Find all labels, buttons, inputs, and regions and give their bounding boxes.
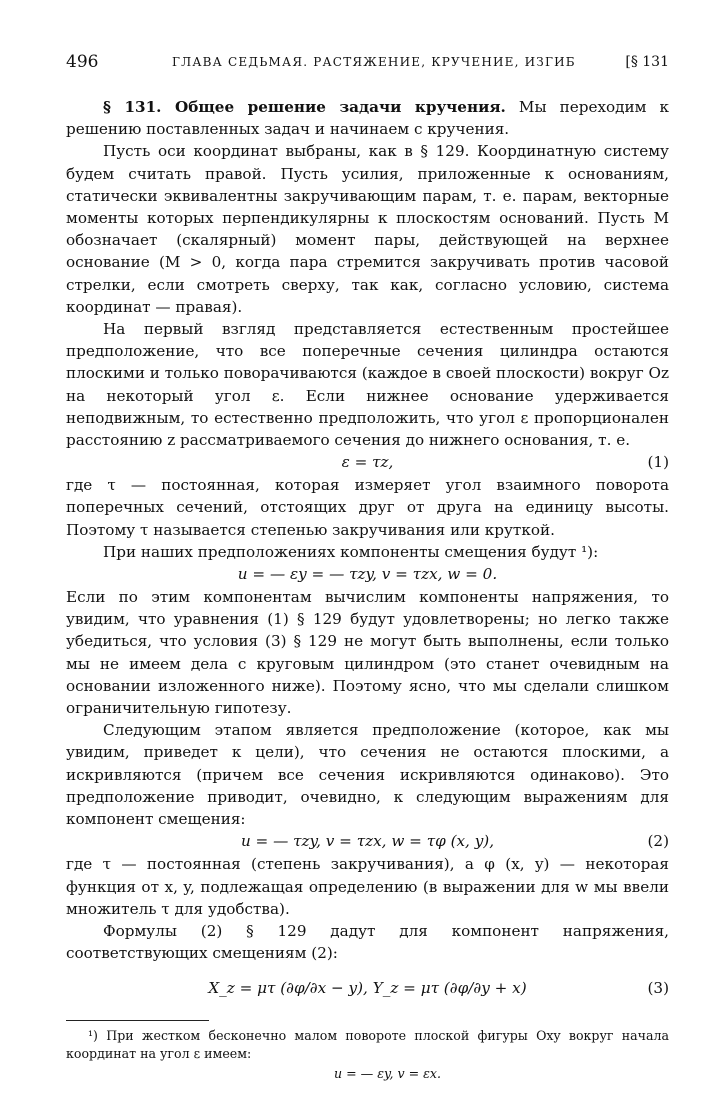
equation-number-3: (3) — [647, 979, 669, 998]
paragraph-5: При наших предположениях компоненты смещения будут ¹): — [103, 542, 599, 561]
footnote-text: ¹) При жестком бесконечно малом повороте плоской фигуры Oxy вокруг начала координат на угол ε имеем: — [66, 1028, 669, 1062]
section-heading: § 131. Общее решение задачи кручения. — [103, 98, 506, 116]
equation-1: ε = τz, (1) — [66, 451, 669, 474]
paragraph-7: Следующим этапом является предположение (которое, как мы увидим, приведет к цели), что сечения не остаются плоскими, а искривляются (причем все сечения искривляются одинаково). Это предположение приводит, очевидно, к следующим выражениям для компонент смещения: — [66, 721, 669, 829]
footnote — [66, 1027, 669, 1083]
paragraph-3: На первый взгляд представляется естественным простейшее предположение, что все поперечные сечения цилиндра остаются плоскими и только поворачиваются (каждое в своей плоскости) вокруг Oz на некоторый угол ε. Если нижнее основание удерживается неподвижным, то естественно предположить, что угол ε пропорционален расстоянию z рассматриваемого сечения до нижнего основания, т. е. — [66, 320, 669, 450]
running-title: ГЛАВА СЕДЬМАЯ. РАСТЯЖЕНИЕ, КРУЧЕНИЕ, ИЗГИБ — [172, 55, 576, 69]
section-reference: [§ 131 — [625, 54, 669, 70]
footnote-equation: u = — εy, v = εx. — [333, 1066, 441, 1082]
paragraph-6: Если по этим компонентам вычислим компоненты напряжения, то увидим, что уравнения (1) § 129 будут удовлетворены; но легко также убедиться, что условия (3) § 129 не могут быть выполнены, если только мы не имеем дела с круговым цилиндром (это станет очевидным на основании изложенного ниже). Поэтому ясно, что мы сделали слишком ограничительную гипотезу. — [66, 588, 669, 718]
main-text — [66, 96, 669, 1010]
equation-number-2: (2) — [647, 832, 669, 851]
equation-displacements: u = — εy = — τzy, v = τzx, w = 0. — [237, 565, 498, 584]
page-number: 496 — [66, 52, 99, 72]
equation-3: X_z = μτ (∂φ/∂x − y), Y_z = μτ (∂φ/∂y + x) (3) — [66, 966, 669, 1010]
footnote-divider — [66, 1020, 209, 1021]
running-header — [66, 52, 669, 78]
paragraph-2: Пусть оси координат выбраны, как в § 129. Координатную систему будем считать правой. Пусть усилия, приложенные к основаниям, статически эквивалентны закручивающим парам, т. е. парам, векторные моменты которых перпендикулярны к плоскостям оснований. Пусть M обозначает (скалярный) момент пары, действующей на верхнее основание (M > 0, когда пара стремится закручивать против часовой стрелки, если смотреть сверху, так как, согласно условию, система координат — правая). — [66, 142, 669, 316]
equation-2: u = — τzy, v = τzx, w = τφ (x, y), (2) — [66, 830, 669, 853]
equation-number-1: (1) — [647, 453, 669, 472]
paragraph-8: где τ — постоянная (степень закручивания), а φ (x, y) — некоторая функция от x, y, подлежащая определению (в выражении для w мы ввели множитель τ для удобства). — [66, 855, 669, 918]
paragraph-4: где τ — постоянная, которая измеряет угол взаимного поворота поперечных сечений, отстоящих друг от друга на единицу высоты. Поэтому τ называется степенью закручивания или круткой. — [66, 476, 669, 539]
book-page — [66, 52, 669, 1083]
paragraph-9: Формулы (2) § 129 дадут для компонент напряжения, соответствующих смещениям (2): — [66, 921, 669, 963]
paragraph-1: § 131. Общее решение задачи кручения. Мы переходим к решению поставленных задач и начинаем с кручения. — [66, 98, 670, 139]
